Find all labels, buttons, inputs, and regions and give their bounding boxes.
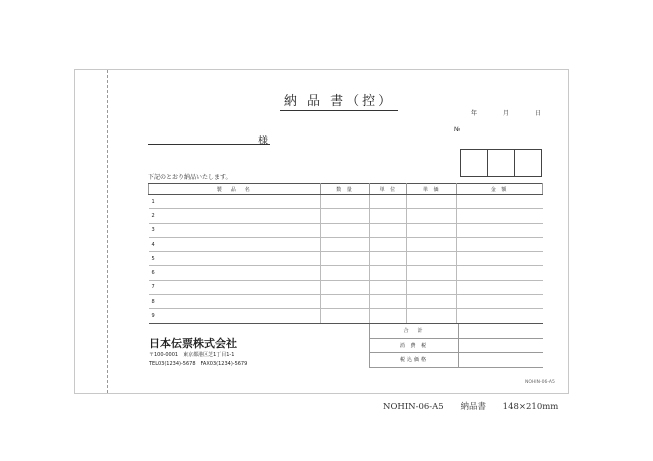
row-number: 2 <box>149 209 321 223</box>
table-row <box>149 295 543 309</box>
table-row <box>149 209 543 223</box>
tax-included-value <box>459 353 544 368</box>
items-header-row <box>149 184 543 195</box>
company-address: 〒100-0001 東京都港区芝1丁目1-1 <box>149 352 235 358</box>
column-header-unit: 単 位 <box>370 184 407 195</box>
table-row <box>149 195 543 209</box>
row-number: 4 <box>149 237 321 251</box>
tax-included-label: 税込価格 <box>370 353 459 368</box>
footer-code: NOHIN-06-A5 <box>383 402 444 412</box>
totals-table <box>369 324 543 368</box>
row-number: 5 <box>149 252 321 266</box>
recipient-line <box>148 144 270 145</box>
recipient-suffix: 様 <box>258 136 268 147</box>
tax-row <box>370 338 544 353</box>
intro-text: 下記のとおり納品いたします。 <box>148 174 232 181</box>
column-header-unit-price: 単 価 <box>407 184 457 195</box>
column-header-product: 製 品 名 <box>149 184 321 195</box>
footer-caption <box>383 400 558 412</box>
table-row <box>149 309 543 323</box>
stamp-boxes <box>460 149 542 177</box>
stamp-box <box>488 150 515 176</box>
company-address-block <box>149 351 247 369</box>
total-value <box>459 324 544 338</box>
total-label: 合 計 <box>370 324 459 338</box>
number-label: № <box>454 126 461 133</box>
total-row <box>370 324 544 338</box>
table-row <box>149 237 543 251</box>
stamp-box <box>515 150 541 176</box>
perforation-line <box>107 70 108 393</box>
table-row <box>149 252 543 266</box>
company-name: 日本伝票株式会社 <box>149 337 237 350</box>
tax-label: 消 費 税 <box>370 338 459 353</box>
footer-name: 納品書 <box>460 402 486 412</box>
stamp-box <box>461 150 488 176</box>
tax-included-row <box>370 353 544 368</box>
row-number: 8 <box>149 295 321 309</box>
date-year-label: 年 <box>471 110 478 117</box>
table-row <box>149 280 543 294</box>
company-phone-fax: TEL03(1234)-5678 FAX03(1234)-5679 <box>149 361 248 367</box>
table-row <box>149 266 543 280</box>
form-code: NOHIN-06-A5 <box>525 380 555 385</box>
table-row <box>149 223 543 237</box>
row-number: 9 <box>149 309 321 323</box>
row-number: 6 <box>149 266 321 280</box>
column-header-quantity: 数 量 <box>320 184 370 195</box>
date-month-label: 月 <box>503 110 510 117</box>
column-header-amount: 金 額 <box>457 184 543 195</box>
date-day-label: 日 <box>535 110 542 117</box>
items-table <box>148 183 543 324</box>
form-title: 納 品 書（控） <box>280 90 398 111</box>
tax-value <box>459 338 544 353</box>
row-number: 7 <box>149 280 321 294</box>
row-number: 3 <box>149 223 321 237</box>
footer-size: 148×210mm <box>502 402 559 412</box>
row-number: 1 <box>149 195 321 209</box>
